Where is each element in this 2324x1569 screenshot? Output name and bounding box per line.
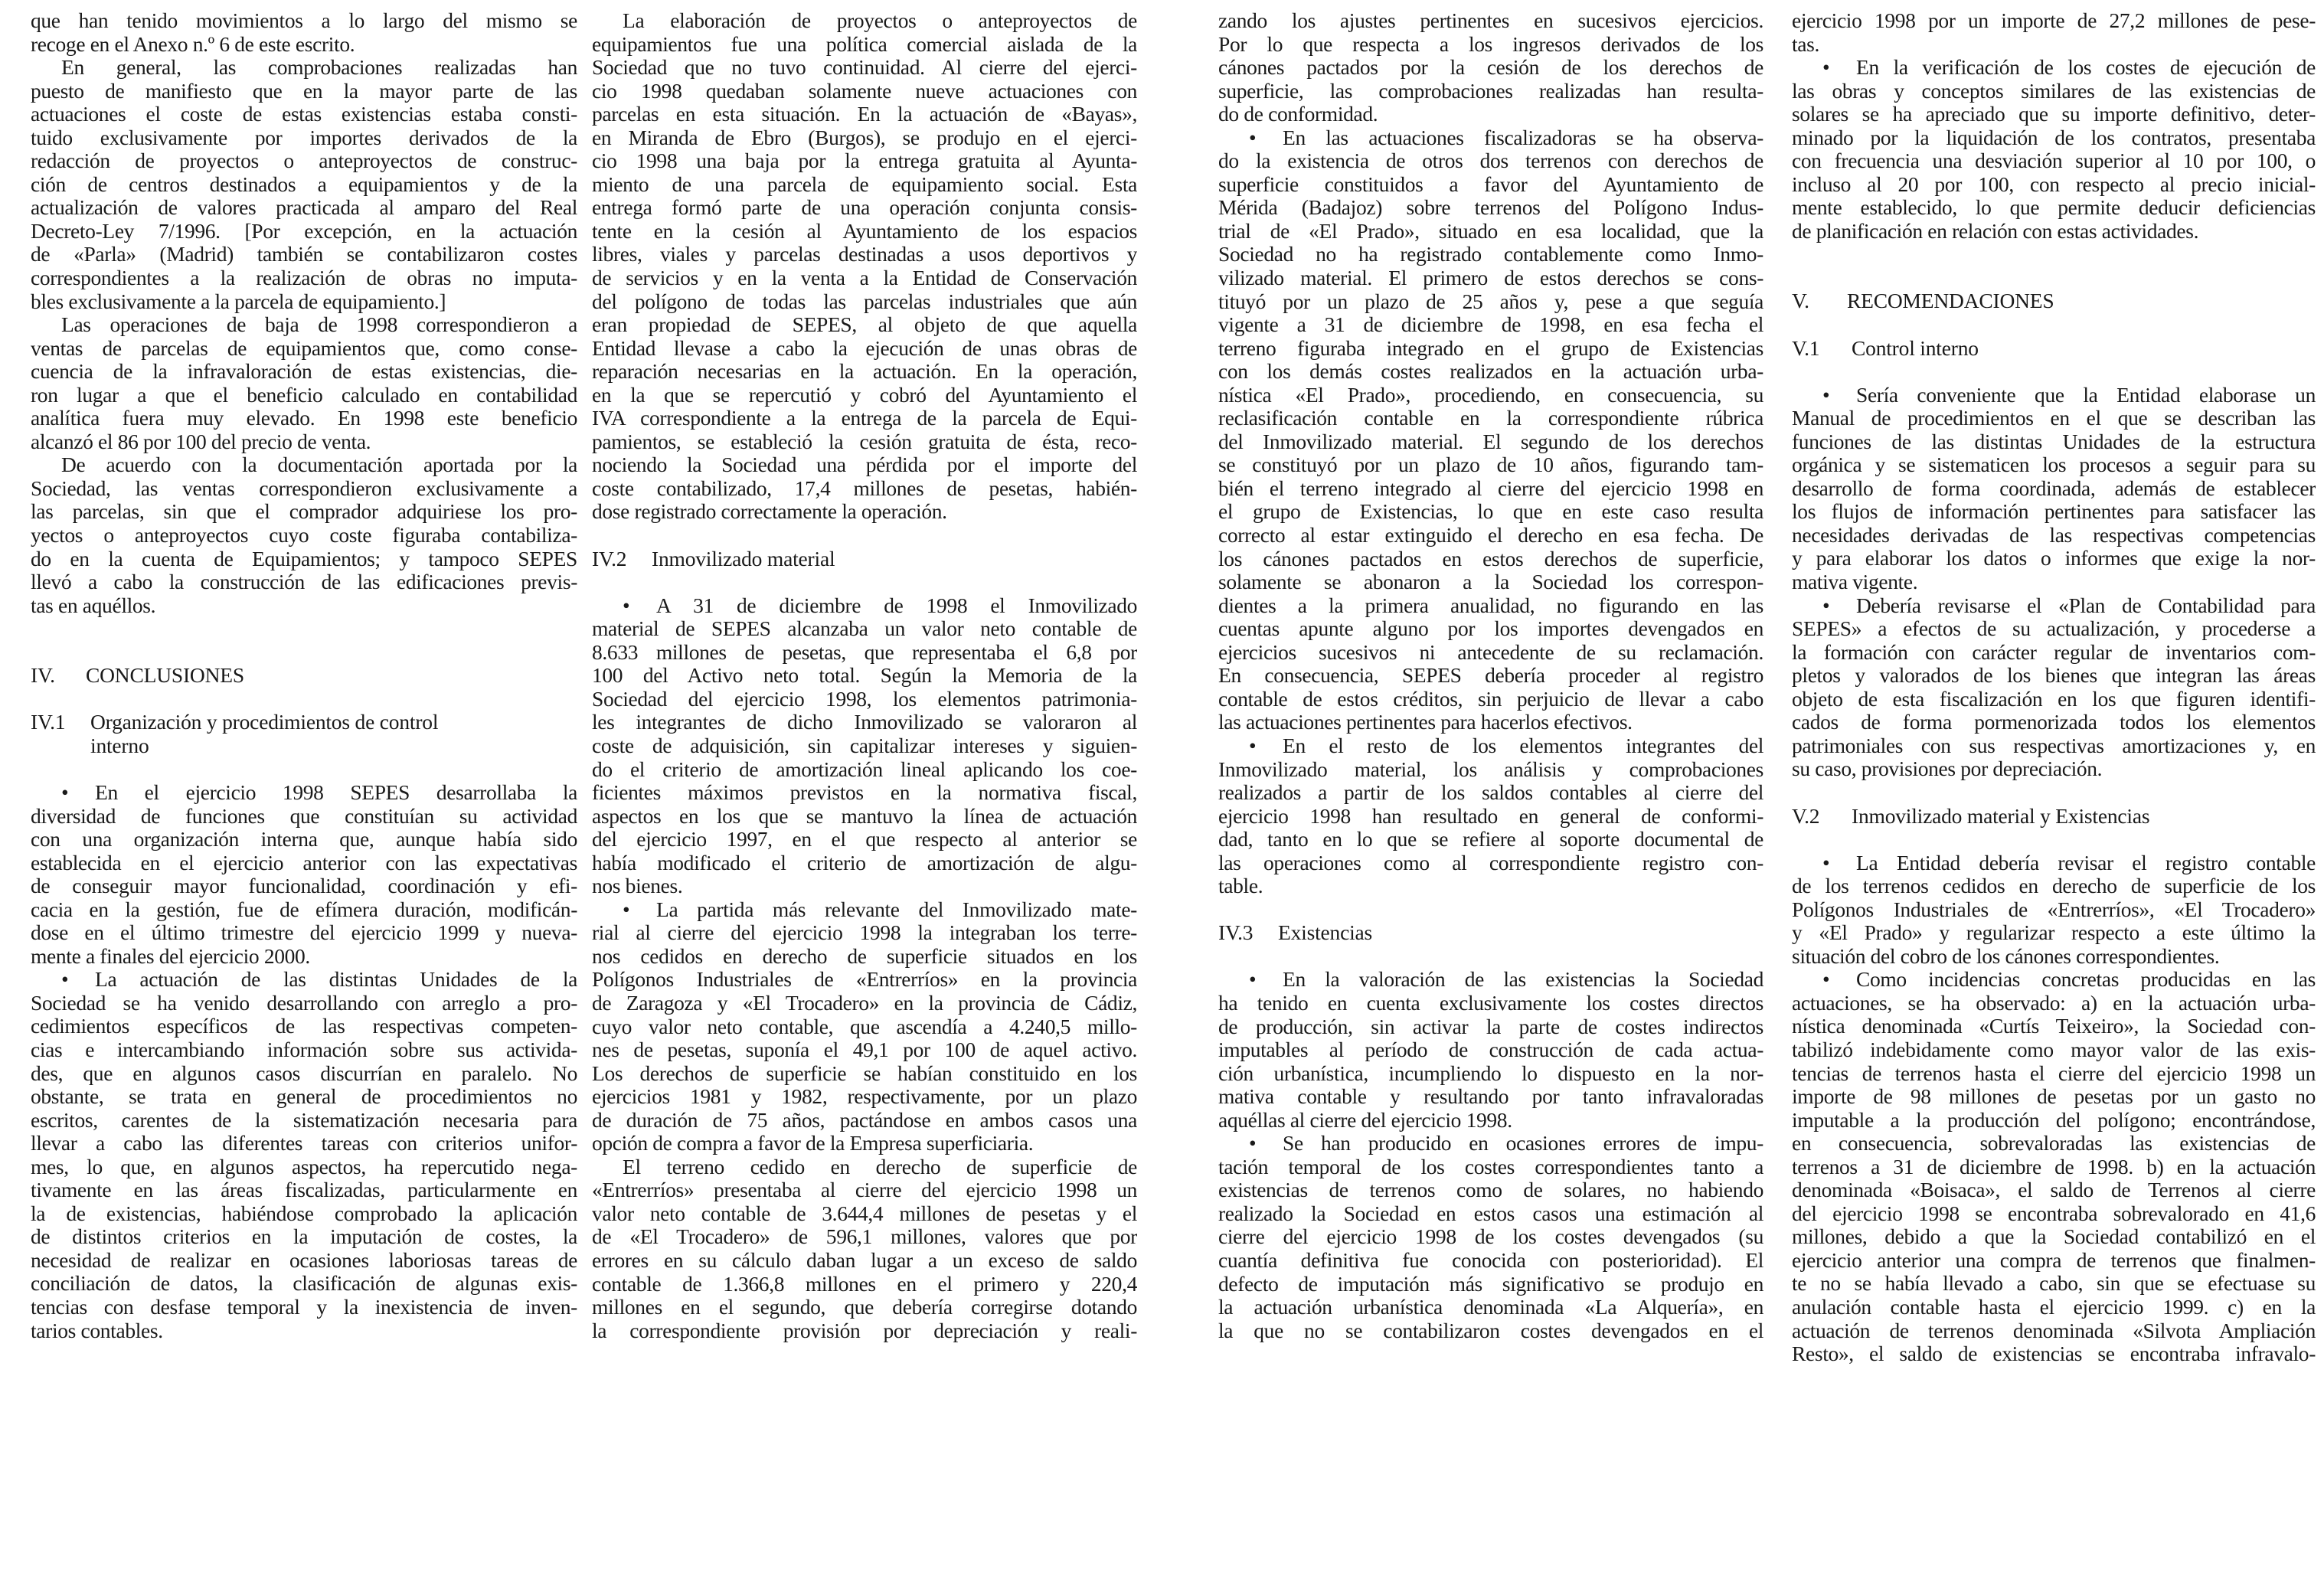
text-line: 100 del Activo neto total. Según la Memoria de la — [592, 664, 1137, 688]
text-line: ejercicio anterior una compra de terrenos que finalmen- — [1792, 1248, 2316, 1272]
text-line: contable de estos créditos, sin perjuicio de llevar a cabo — [1218, 687, 1763, 711]
text-line: eran propiedad de SEPES, al objeto de que aquella — [592, 313, 1137, 337]
text-column-3 — [1218, 9, 1763, 1342]
text-line: Polígonos Industriales de «Entrerríos» en la provincia — [592, 968, 1137, 992]
text-line: millones en el segundo, que debería corregirse dotando — [592, 1296, 1137, 1319]
spacer — [1792, 313, 2316, 337]
text-line: tencias de terrenos hasta el cierre del ejercicio 1998 un — [1792, 1061, 2316, 1085]
text-line: imputables al período de construcción de cada actua- — [1218, 1038, 1763, 1062]
text-line: desarrollo de forma coordinada, además de establecer — [1792, 476, 2316, 500]
text-line: diversidad de funciones que constituían su actividad — [31, 804, 577, 828]
text-line — [1218, 968, 1763, 992]
text-line: solamente se abonaron a la Sociedad los correspon- — [1218, 570, 1763, 594]
text-line: nos cedidos en derecho de superficie situados en los — [592, 944, 1137, 968]
text-line: De acuerdo con la documentación aportada por la — [61, 453, 577, 477]
text-line: Decreto-Ley 7/1996. [Por excepción, en la actuación — [31, 219, 577, 243]
bullet-icon: • — [623, 593, 630, 617]
text-line: reparación necesarias en la actuación. En la operación, — [592, 360, 1137, 384]
text-line: puesto de manifiesto que en la mayor parte de las — [31, 79, 577, 103]
text-line: mativa contable y resultando por tanto infravaloradas — [1218, 1085, 1763, 1109]
text-line: mativa vigente. — [1792, 570, 1918, 594]
text-line: del Inmovilizado material. El segundo de los derechos — [1218, 430, 1763, 453]
text-line: pletos y valorados de los bienes que integran las áreas — [1792, 664, 2316, 688]
text-line: cierre del ejercicio 1998 de los costes devengados (su — [1218, 1225, 1763, 1249]
paragraph — [31, 9, 577, 56]
heading-text: RECOMENDACIONES — [1847, 289, 2054, 313]
text-line: objeto de esta fiscalización en los que figuren identifi- — [1792, 687, 2316, 711]
paragraph — [31, 453, 577, 617]
bullet-icon: • — [1249, 734, 1257, 757]
text-line: tabilizó indebidamente como mayor valor de las exis- — [1792, 1038, 2316, 1061]
text-line: bles exclusivamente a la parcela de equipamiento.] — [31, 289, 446, 313]
text-line: Inmovilizado material, los análisis y comprobaciones — [1218, 757, 1763, 781]
heading-number: V. — [1792, 289, 1809, 313]
text-line: del ejercicio 1998 se encontraba sobrevalorado en 41,6 — [1792, 1201, 2316, 1225]
subsection-heading — [1792, 337, 2316, 361]
text-line — [1792, 968, 2316, 992]
text-line: En consecuencia, SEPES debería proceder al registro — [1218, 664, 1763, 688]
text-line — [592, 898, 1137, 922]
text-line: vilizado material. El primero de estos derechos se cons- — [1218, 266, 1763, 290]
text-line: material de SEPES alcanzaba un valor neto contable de — [592, 617, 1137, 641]
text-line: ción de centros destinados a equipamientos y de la — [31, 172, 577, 196]
text-line: tarios contables. — [31, 1319, 163, 1342]
text-line: cuantía definitiva fue conocida con posterioridad). El — [1218, 1248, 1763, 1272]
line-text: Debería revisarse el «Plan de Contabilidad para — [1856, 593, 2316, 617]
text-line: Manual de procedimientos en el que se describan las — [1792, 407, 2316, 430]
text-line: recoge en el Anexo n.º 6 de este escrito. — [31, 32, 355, 56]
spacer — [1792, 781, 2316, 805]
text-line: analítica fuera muy elevado. En 1998 este beneficio — [31, 407, 577, 430]
text-line: dose en el último trimestre del ejercicio 1999 y nueva- — [31, 921, 577, 945]
text-line: ha tenido en cuenta exclusivamente los costes directos — [1218, 991, 1763, 1015]
text-line: tivamente en las áreas fiscalizadas, particularmente en — [31, 1178, 577, 1202]
heading-number: IV.2 — [592, 546, 627, 570]
text-line: redacción de proyectos o anteproyectos de construc- — [31, 149, 577, 173]
text-line: en Miranda de Ebro (Burgos), se produjo en el ejerci- — [592, 126, 1137, 149]
text-line: Sociedad se ha venido desarrollando con arreglo a pro- — [31, 991, 577, 1015]
text-line: nociendo la Sociedad una pérdida por el importe del — [592, 453, 1137, 477]
text-line: ventas de parcelas de equipamientos que, como conse- — [31, 336, 577, 360]
text-line: tuido exclusivamente por importes derivados de la — [31, 126, 577, 149]
text-line: de conseguir mayor funcionalidad, coordinación y efi- — [31, 874, 577, 898]
bullet-paragraph — [31, 968, 577, 1342]
text-line: tencias con desfase temporal y la inexistencia de inven- — [31, 1295, 577, 1319]
text-line: establecida en el ejercicio anterior con las expectativas — [31, 851, 577, 874]
text-line: tación temporal de los costes correspondientes tanto a — [1218, 1155, 1763, 1178]
text-line: con una organización interna que, aunque había sido — [31, 828, 577, 852]
heading-text: interno — [90, 733, 149, 757]
text-line: cedimientos específicos de las respectivas competen- — [31, 1015, 577, 1038]
text-line: El terreno cedido en derecho de superficie de — [623, 1155, 1137, 1178]
text-line: des, que en algunos casos discurrían en paralelo. No — [31, 1061, 577, 1085]
text-line: SEPES» a efectos de su actualización, y procederse a — [1792, 617, 2316, 641]
text-line: Sociedad que no tuvo continuidad. Al cierre del ejerci- — [592, 56, 1137, 80]
spacer — [1792, 828, 2316, 852]
text-line: mente establecido, lo que permite deducir deficiencias — [1792, 196, 2316, 220]
text-line — [1218, 126, 1763, 150]
text-column-4 — [1792, 9, 2316, 1366]
text-line: coste de adquisición, sin capitalizar intereses y siguien- — [592, 734, 1137, 757]
text-line: su caso, provisiones por depreciación. — [1792, 757, 2103, 781]
text-line: de producción, sin activar la parte de costes indirectos — [1218, 1015, 1763, 1038]
text-line: defecto de imputación más significativo se produjo en — [1218, 1272, 1763, 1296]
spacer — [1218, 898, 1763, 922]
text-line: ejercicios 1981 y 1982, respectivamente, por un plazo — [592, 1085, 1137, 1109]
text-line: llevar a cabo las diferentes tareas con criterios unifor- — [31, 1132, 577, 1156]
text-line: orgánica y se sistematicen los procesos a seguir para su — [1792, 453, 2316, 477]
bullet-icon: • — [623, 897, 630, 921]
text-line: del ejercicio 1997, en el que respecto al anterior se — [592, 828, 1137, 852]
text-line — [1792, 852, 2316, 875]
text-line: do la existencia de otros dos terrenos con derechos de — [1218, 149, 1763, 173]
text-line: superficie constituidos a favor del Ayuntamiento de — [1218, 172, 1763, 196]
bullet-icon: • — [1822, 593, 1830, 617]
text-line: aspectos en los que se mantuvo la línea de actuación — [592, 804, 1137, 828]
text-line: las actuaciones pertinentes para hacerlos efectivos. — [1218, 711, 1633, 734]
text-line: anulación contable hasta el ejercicio 1999. c) en la — [1792, 1295, 2316, 1319]
text-line: trial de «El Prado», situado en esa localidad, que la — [1218, 219, 1763, 243]
text-line: cados de forma pormenorizada todos los elementos — [1792, 711, 2316, 734]
text-line: ejercicios sucesivos ni antecedente de su reclamación. — [1218, 640, 1763, 664]
text-line: do el criterio de amortización lineal aplicando los coe- — [592, 757, 1137, 781]
text-line: la actuación urbanística denominada «La Alquería», en — [1218, 1296, 1763, 1319]
text-line: ejercicio 1998 por un importe de 27,2 millones de pese- — [1792, 9, 2316, 32]
text-line: table. — [1218, 874, 1263, 898]
text-line: «Entrerríos» presentaba al cierre del ejercicio 1998 un — [592, 1178, 1137, 1202]
text-line: minado por la liquidación de los contratos, presentaba — [1792, 126, 2316, 149]
spacer — [1218, 945, 1763, 969]
bullet-icon: • — [61, 780, 69, 804]
text-line: correspondientes a la realización de obras no imputa- — [31, 266, 577, 290]
subsection-heading — [1792, 805, 2316, 829]
text-line — [1792, 56, 2316, 80]
text-line: con los demás costes realizados en la actuación urba- — [1218, 360, 1763, 384]
text-line: tituyó por un plazo de 25 años y, pese a que seguía — [1218, 289, 1763, 313]
text-line: ción urbanística, incumpliendo lo dispuesto en la nor- — [1218, 1061, 1763, 1085]
text-line: funciones de las distintas Unidades de la estructura — [1792, 430, 2316, 453]
text-line: La elaboración de proyectos o anteproyectos de — [623, 9, 1137, 32]
text-line: actuación de terrenos denominada «Silvota Ampliación — [1792, 1319, 2316, 1342]
bullet-paragraph — [1792, 56, 2316, 243]
line-text: La actuación de las distintas Unidades de la — [95, 968, 577, 992]
text-line: solares se ha apreciado que su importe definitivo, deter- — [1792, 103, 2316, 126]
text-line: patrimoniales con sus respectivas amortizaciones y, en — [1792, 734, 2316, 757]
text-line: los cánones pactados en estos derechos de superficie, — [1218, 547, 1763, 570]
text-line: actualización de valores practicada al amparo del Real — [31, 196, 577, 220]
bullet-icon: • — [1249, 968, 1257, 992]
text-line: los flujos de información pertinentes para satisfacer las — [1792, 500, 2316, 524]
line-text: En la valoración de las existencias la Sociedad — [1283, 968, 1763, 992]
text-line: pamientos, se estableció la cesión gratuita de ésta, reco- — [592, 430, 1137, 453]
line-text: Se han producido en ocasiones errores de impu- — [1283, 1132, 1763, 1156]
text-line: había modificado el criterio de amortización de algu- — [592, 851, 1137, 874]
text-line: de Zaragoza y «El Trocadero» en la provincia de Cádiz, — [592, 991, 1137, 1015]
line-text: Como incidencias concretas producidas en las — [1856, 968, 2316, 992]
text-line: y para elaborar los datos o informes que exige la nor- — [1792, 547, 2316, 570]
text-line: llevó a cabo la construcción de las edificaciones previs- — [31, 570, 577, 594]
text-line: miento de una parcela de equipamiento social. Esta — [592, 172, 1137, 196]
line-text: La Entidad debería revisar el registro contable — [1856, 851, 2316, 874]
text-line: superficie, las comprobaciones realizadas han resulta- — [1218, 79, 1763, 103]
text-line: dose registrado correctamente la operación. — [592, 500, 947, 524]
text-line: dad, tanto en lo que se refiere al soporte documental de — [1218, 828, 1763, 852]
section-heading — [31, 664, 577, 688]
text-line: ficientes máximos previstos en la normativa fiscal, — [592, 781, 1137, 805]
text-line: equipamientos fue una política comercial aislada de la — [592, 32, 1137, 56]
text-line: de planificación en relación con estas actividades. — [1792, 219, 2199, 243]
heading-number: IV.3 — [1218, 920, 1254, 945]
text-line: se constituyó por un plazo de 10 años, figurando tam- — [1218, 453, 1763, 477]
text-line: 8.633 millones de pesetas, que representaba el 6,8 por — [592, 640, 1137, 664]
heading-text: Inmovilizado material y Existencias — [1852, 803, 2150, 828]
text-line: necesidades derivadas de las respectivas competencias — [1792, 523, 2316, 547]
heading-text: Inmovilizado material — [652, 546, 835, 570]
text-line: actuaciones el coste de estas existencias estaba consti- — [31, 103, 577, 126]
bullet-paragraph — [1218, 968, 1763, 1132]
line-text: En la verificación de los costes de ejecución de — [1856, 56, 2316, 80]
bullet-icon: • — [1822, 383, 1830, 407]
text-line: el grupo de Existencias, lo que en este caso resulta — [1218, 500, 1763, 524]
text-line: libres, viales y parcelas destinadas a usos deportivos y — [592, 243, 1137, 266]
text-line — [1792, 594, 2316, 618]
bullet-icon: • — [1822, 968, 1830, 992]
text-line: errores en su cálculo daban lugar a un exceso de saldo — [592, 1248, 1137, 1272]
text-line — [1792, 384, 2316, 407]
text-line: ejercicio 1998 han resultado en general de conformi- — [1218, 804, 1763, 828]
text-line: opción de compra a favor de la Empresa superficiaria. — [592, 1132, 1034, 1156]
bullet-paragraph — [1218, 734, 1763, 898]
paragraph — [1792, 9, 2316, 56]
text-line — [1218, 734, 1763, 758]
text-line: do en la cuenta de Equipamientos; y tampoco SEPES — [31, 547, 577, 570]
text-line: tente en la cesión al Ayuntamiento de los espacios — [592, 219, 1137, 243]
text-line: Polígonos Industriales de «Entrerríos», «El Trocadero» — [1792, 897, 2316, 921]
text-line: de duración de 75 años, pactándose en ambos casos una — [592, 1108, 1137, 1132]
text-line: la que no se contabilizaron costes devengados en el — [1218, 1319, 1763, 1342]
paragraph — [592, 1156, 1137, 1342]
text-line: alcanzó el 86 por 100 del precio de venta. — [31, 430, 371, 453]
bullet-paragraph — [1792, 852, 2316, 969]
text-line: Sociedad, las ventas correspondieron exclusivamente a — [31, 476, 577, 500]
text-line: cio 1998 quedaban solamente nueve actuaciones con — [592, 79, 1137, 103]
text-line: las obras y conceptos similares de las existencias de — [1792, 79, 2316, 103]
text-line: Sociedad del ejercicio 1998, los elementos patrimonia- — [592, 687, 1137, 711]
line-text: Sería conveniente que la Entidad elaborase un — [1856, 383, 2316, 407]
text-line: de distintos criterios en la imputación de costes, la — [31, 1225, 577, 1249]
text-line: necesidad de realizar en ocasiones laboriosas tareas de — [31, 1248, 577, 1272]
heading-continuation — [31, 734, 577, 758]
bullet-paragraph — [31, 781, 577, 968]
text-line: obstante, se trata en general de procedimientos no — [31, 1085, 577, 1109]
text-line: del polígono de todas las parcelas industriales que aún — [592, 289, 1137, 313]
text-line: Sociedad no ha registrado contablemente como Inmo- — [1218, 243, 1763, 266]
spacer — [1792, 360, 2316, 384]
text-line: aquéllas al cierre del ejercicio 1998. — [1218, 1108, 1512, 1132]
text-line: terreno figuraba integrado en el grupo de Existencias — [1218, 336, 1763, 360]
text-line — [31, 781, 577, 805]
line-text: En las actuaciones fiscalizadoras se ha observa- — [1283, 126, 1763, 149]
text-line: cuentas apunte alguno por los importes devengados en — [1218, 617, 1763, 641]
text-line: la correspondiente provisión por depreciación y reali- — [592, 1319, 1137, 1342]
bullet-icon: • — [1822, 56, 1830, 80]
spacer — [1792, 243, 2316, 289]
bullet-paragraph — [1218, 1132, 1763, 1342]
text-line: realizados a partir de los saldos contables al cierre del — [1218, 781, 1763, 805]
text-line: correcto al estar extinguido el derecho en esa fecha. De — [1218, 524, 1763, 548]
text-line: nística «El Prado», procediendo, en consecuencia, su — [1218, 383, 1763, 407]
text-line: cuencia de la infravaloración de estas existencias, die- — [31, 360, 577, 384]
bullet-icon: • — [1249, 126, 1257, 149]
text-column-1 — [31, 9, 577, 1342]
spacer — [592, 524, 1137, 548]
text-line: Mérida (Badajoz) sobre terrenos del Polígono Indus- — [1218, 196, 1763, 220]
text-line: y «El Prado» y regularizar respecto a este último la — [1792, 921, 2316, 945]
heading-text: CONCLUSIONES — [86, 663, 244, 688]
text-line: situación del cobro de los cánones correspondientes. — [1792, 944, 2220, 968]
text-line: las parcelas, sin que el comprador adquiriese los pro- — [31, 500, 577, 524]
text-line: dientes a la primera anualidad, no figurando en las — [1218, 593, 1763, 617]
text-line: de los terrenos cedidos en derecho de superficie de los — [1792, 874, 2316, 898]
text-line: mente a finales del ejercicio 2000. — [31, 944, 310, 968]
text-line: mes, lo que, en algunos aspectos, ha repercutido nega- — [31, 1155, 577, 1178]
text-line: incluso al 20 por 100, con respecto al precio inicial- — [1792, 172, 2316, 196]
text-line: Los derechos de superficie se habían constituido en los — [592, 1061, 1137, 1085]
text-line: conciliación de datos, la clasificación de algunas exis- — [31, 1272, 577, 1296]
line-text: A 31 de diciembre de 1998 el Inmovilizado — [656, 593, 1137, 617]
text-line: nística denominada «Curtís Teixeiro», la Sociedad con- — [1792, 1015, 2316, 1038]
text-line: te no se había llevado a cabo, sin que se efectuase su — [1792, 1272, 2316, 1296]
bullet-icon: • — [61, 968, 69, 992]
text-line — [31, 968, 577, 992]
spacer — [31, 757, 577, 781]
line-text: En el ejercicio 1998 SEPES desarrollaba la — [95, 780, 577, 804]
text-line: importe de 98 millones de pesetas por un gasto no — [1792, 1085, 2316, 1109]
text-line: cacia en la gestión, fue de efímera duración, modificán- — [31, 897, 577, 921]
spacer — [31, 617, 577, 664]
line-text: En el resto de los elementos integrantes del — [1283, 734, 1763, 757]
paragraph — [31, 56, 577, 313]
text-line: entrega formó parte de una operación conjunta consis- — [592, 196, 1137, 220]
heading-number: V.2 — [1792, 803, 1820, 828]
text-line: zando los ajustes pertinentes en sucesivos ejercicios. — [1218, 9, 1763, 32]
text-line: las operaciones como al correspondiente registro con- — [1218, 851, 1763, 874]
bullet-paragraph — [1792, 968, 2316, 1365]
bullet-paragraph — [1792, 384, 2316, 594]
text-line: en consecuencia, sobrevaloradas las existencias de — [1792, 1132, 2316, 1156]
text-line: ron lugar a que el beneficio calculado en contabilidad — [31, 383, 577, 407]
text-column-2 — [592, 9, 1137, 1342]
text-line: nos bienes. — [592, 874, 683, 898]
bullet-paragraph — [1218, 126, 1763, 734]
text-line: millones, debido a que la Sociedad contabilizó en el — [1792, 1225, 2316, 1249]
heading-text: Existencias — [1278, 920, 1373, 945]
text-line: Entidad llevase a cabo la ejecución de unas obras de — [592, 336, 1137, 360]
text-line: realizado la Sociedad en estos casos una estimación al — [1218, 1201, 1763, 1225]
text-line: nes de pesetas, suponía el 49,1 por 100 de aquel activo. — [592, 1038, 1137, 1062]
subsection-heading — [592, 548, 1137, 571]
text-line: yectos o anteproyectos cuyo coste figuraba contabiliza- — [31, 524, 577, 548]
text-line: coste contabilizado, 17,4 millones de pesetas, habién- — [592, 476, 1137, 500]
text-line: les integrantes de dicho Inmovilizado se valoraron al — [592, 711, 1137, 734]
text-line: la formación con carácter regular de inventarios com- — [1792, 640, 2316, 664]
heading-number: IV.1 — [31, 710, 66, 734]
text-line: cuyo valor neto contable, que ascendía a 4.240,5 millo- — [592, 1015, 1137, 1038]
text-line: IVA correspondiente a la entrega de la parcela de Equi- — [592, 407, 1137, 430]
text-line: tas en aquéllos. — [31, 593, 156, 617]
spacer — [592, 570, 1137, 594]
text-line: tas. — [1792, 32, 1820, 56]
bullet-paragraph — [1792, 594, 2316, 781]
heading-text: Control interno — [1852, 335, 1979, 360]
text-line: En general, las comprobaciones realizadas han — [61, 56, 577, 80]
text-line: de «Parla» (Madrid) también se contabilizaron costes — [31, 243, 577, 266]
text-line: imputable a la producción del polígono; encontrándose, — [1792, 1108, 2316, 1132]
line-text: La partida más relevante del Inmovilizado mate- — [656, 897, 1137, 921]
text-line: reclasificación contable en la correspondiente rúbrica — [1218, 407, 1763, 430]
text-line: Las operaciones de baja de 1998 correspondieron a — [61, 313, 577, 337]
text-line: escritos, carentes de la sistematización necesaria para — [31, 1108, 577, 1132]
text-line: actuaciones, se ha observado: a) en la actuación urba- — [1792, 991, 2316, 1015]
text-line: en la que se repercutió y cobró del Ayuntamiento el — [592, 383, 1137, 407]
text-line: do de conformidad. — [1218, 103, 1378, 126]
heading-text: Organización y procedimientos de control — [90, 710, 439, 734]
spacer — [31, 688, 577, 711]
text-line: bién el terreno integrado al cierre del ejercicio 1998 en — [1218, 476, 1763, 500]
text-line: con frecuencia una desviación superior al 10 por 100, o — [1792, 149, 2316, 173]
text-line: rial al cierre del ejercicio 1998 la integraban los terre- — [592, 921, 1137, 945]
text-line: parcelas en esta situación. En la actuación de «Bayas», — [592, 103, 1137, 126]
text-line: cio 1998 una baja por la entrega gratuita al Ayunta- — [592, 149, 1137, 173]
text-line: Resto», el saldo de existencias se encontraba infravalo- — [1792, 1342, 2316, 1366]
text-line — [1218, 1132, 1763, 1156]
paragraph — [1218, 9, 1763, 126]
text-line: valor neto contable de 3.644,4 millones de pesetas y el — [592, 1201, 1137, 1225]
text-line — [592, 594, 1137, 618]
section-heading — [1792, 289, 2316, 313]
text-line: que han tenido movimientos a lo largo del mismo se — [31, 9, 577, 32]
heading-number: V.1 — [1792, 335, 1820, 360]
bullet-paragraph — [592, 594, 1137, 898]
text-line: cias e intercambiando información sobre sus activida- — [31, 1038, 577, 1061]
heading-number: IV. — [31, 663, 55, 688]
paragraph — [31, 313, 577, 453]
text-line: la de existencias, habiéndose comprobado la aplicación — [31, 1201, 577, 1225]
text-line: existencias de terrenos como de solares, no habiendo — [1218, 1178, 1763, 1202]
text-line: de «El Trocadero» de 596,1 millones, valores que por — [592, 1225, 1137, 1249]
bullet-paragraph — [592, 898, 1137, 1156]
text-line: Por lo que respecta a los ingresos derivados de los — [1218, 32, 1763, 56]
text-line: contable de 1.366,8 millones en el primero y 220,4 — [592, 1272, 1137, 1296]
paragraph — [592, 9, 1137, 524]
bullet-icon: • — [1249, 1132, 1257, 1156]
text-line: vigente a 31 de diciembre de 1998, en esa fecha el — [1218, 313, 1763, 337]
text-line: terrenos a 31 de diciembre de 1998. b) en la actuación — [1792, 1155, 2316, 1178]
text-line: denominada «Boisaca», el saldo de Terrenos al cierre — [1792, 1178, 2316, 1202]
text-line: de servicios y en la venta a la Entidad de Conservación — [592, 266, 1137, 290]
bullet-icon: • — [1822, 851, 1830, 874]
text-line: cánones pactados por la cesión de los derechos de — [1218, 56, 1763, 80]
subsection-heading — [31, 711, 577, 734]
subsection-heading — [1218, 921, 1763, 945]
